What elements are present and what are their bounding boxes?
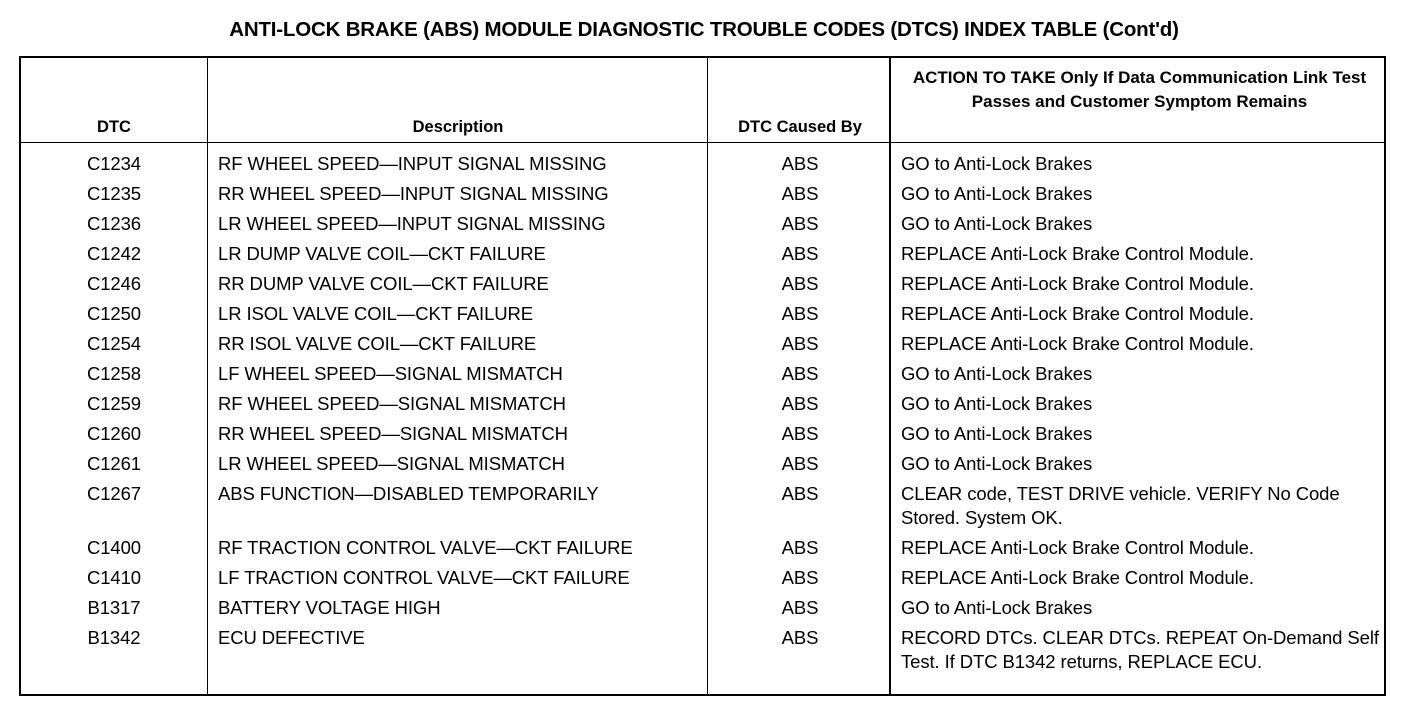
dtc-code-cell: C1242 [86, 243, 141, 264]
caused-by-cell: ABS [781, 213, 819, 234]
table-row [21, 596, 1388, 626]
dtc-code-cell: C1410 [86, 567, 141, 588]
column-header-caused-by: DTC Caused By [738, 118, 862, 136]
action-cell: GO to Anti-Lock Brakes [901, 183, 1093, 204]
table-row [21, 422, 1388, 452]
column-header-description: Description [412, 118, 504, 136]
action-cell: GO to Anti-Lock Brakes [901, 597, 1093, 618]
action-cell: REPLACE Anti-Lock Brake Control Module. [901, 567, 1254, 588]
table-row [21, 362, 1388, 392]
dtc-code-cell: C1234 [86, 153, 141, 174]
table-row [21, 566, 1388, 596]
action-cell: REPLACE Anti-Lock Brake Control Module. [901, 333, 1254, 354]
column-header-action: ACTION TO TAKE Only If Data Communication Link Test Passes and Customer Symptom Remains [912, 68, 1367, 111]
action-cell: GO to Anti-Lock Brakes [901, 393, 1093, 414]
dtc-code-cell: C1235 [86, 183, 141, 204]
description-cell: LR WHEEL SPEED—SIGNAL MISMATCH [218, 453, 565, 474]
table-row [21, 392, 1388, 422]
action-cell: GO to Anti-Lock Brakes [901, 153, 1093, 174]
action-cell: RECORD DTCs. CLEAR DTCs. REPEAT On-Demand Self Test. If DTC B1342 returns, REPLACE ECU. [901, 627, 1379, 672]
dtc-code-cell: C1400 [86, 537, 141, 558]
caused-by-cell: ABS [781, 363, 819, 384]
caused-by-cell: ABS [781, 333, 819, 354]
caused-by-cell: ABS [781, 303, 819, 324]
description-cell: LF TRACTION CONTROL VALVE—CKT FAILURE [218, 567, 630, 588]
description-cell: LF WHEEL SPEED—SIGNAL MISMATCH [218, 363, 563, 384]
table-row [21, 152, 1388, 182]
caused-by-cell: ABS [781, 183, 819, 204]
dtc-code-cell: C1250 [86, 303, 141, 324]
table-row [21, 626, 1388, 686]
dtc-index-table [19, 56, 1386, 696]
description-cell: RF WHEEL SPEED—INPUT SIGNAL MISSING [218, 153, 607, 174]
dtc-code-cell: C1261 [86, 453, 141, 474]
table-row [21, 302, 1388, 332]
caused-by-cell: ABS [781, 153, 819, 174]
action-cell: REPLACE Anti-Lock Brake Control Module. [901, 243, 1254, 264]
caused-by-cell: ABS [781, 393, 819, 414]
description-cell: BATTERY VOLTAGE HIGH [218, 597, 441, 618]
caused-by-cell: ABS [781, 483, 819, 504]
description-cell: LR WHEEL SPEED—INPUT SIGNAL MISSING [218, 213, 606, 234]
table-row [21, 242, 1388, 272]
description-cell: RF TRACTION CONTROL VALVE—CKT FAILURE [218, 537, 633, 558]
description-cell: LR DUMP VALVE COIL—CKT FAILURE [218, 243, 546, 264]
action-cell: CLEAR code, TEST DRIVE vehicle. VERIFY No Code Stored. System OK. [901, 483, 1340, 528]
description-cell: RR WHEEL SPEED—SIGNAL MISMATCH [218, 423, 568, 444]
dtc-code-cell: C1259 [86, 393, 141, 414]
column-header-dtc: DTC [97, 118, 131, 136]
action-cell: REPLACE Anti-Lock Brake Control Module. [901, 537, 1254, 558]
caused-by-cell: ABS [781, 423, 819, 444]
dtc-code-cell: C1267 [86, 483, 141, 504]
table-row [21, 272, 1388, 302]
page-title: ANTI-LOCK BRAKE (ABS) MODULE DIAGNOSTIC TROUBLE CODES (DTCS) INDEX TABLE (Cont'd) [229, 18, 1179, 41]
table-row [21, 482, 1388, 536]
description-cell: RR DUMP VALVE COIL—CKT FAILURE [218, 273, 549, 294]
caused-by-cell: ABS [781, 243, 819, 264]
table-row [21, 182, 1388, 212]
table-row [21, 212, 1388, 242]
action-cell: GO to Anti-Lock Brakes [901, 453, 1093, 474]
action-cell: GO to Anti-Lock Brakes [901, 363, 1093, 384]
caused-by-cell: ABS [781, 273, 819, 294]
dtc-code-cell: C1254 [86, 333, 141, 354]
description-cell: RR ISOL VALVE COIL—CKT FAILURE [218, 333, 537, 354]
description-cell: ECU DEFECTIVE [218, 627, 365, 648]
dtc-code-cell: C1246 [86, 273, 141, 294]
table-row [21, 452, 1388, 482]
table-body [21, 152, 1388, 686]
description-cell: ABS FUNCTION—DISABLED TEMPORARILY [218, 483, 599, 504]
caused-by-cell: ABS [781, 453, 819, 474]
action-cell: REPLACE Anti-Lock Brake Control Module. [901, 273, 1254, 294]
caused-by-cell: ABS [781, 537, 819, 558]
dtc-code-cell: C1258 [86, 363, 141, 384]
caused-by-cell: ABS [781, 627, 819, 648]
action-cell: GO to Anti-Lock Brakes [901, 213, 1093, 234]
dtc-code-cell: C1236 [86, 213, 141, 234]
caused-by-cell: ABS [781, 597, 819, 618]
description-cell: RR WHEEL SPEED—INPUT SIGNAL MISSING [218, 183, 609, 204]
header-divider [21, 142, 1384, 143]
table-row [21, 536, 1388, 566]
caused-by-cell: ABS [781, 567, 819, 588]
action-cell: REPLACE Anti-Lock Brake Control Module. [901, 303, 1254, 324]
table-row [21, 332, 1388, 362]
description-cell: RF WHEEL SPEED—SIGNAL MISMATCH [218, 393, 566, 414]
action-cell: GO to Anti-Lock Brakes [901, 423, 1093, 444]
description-cell: LR ISOL VALVE COIL—CKT FAILURE [218, 303, 534, 324]
dtc-code-cell: C1260 [86, 423, 141, 444]
dtc-code-cell: B1342 [87, 627, 141, 648]
dtc-code-cell: B1317 [87, 597, 141, 618]
